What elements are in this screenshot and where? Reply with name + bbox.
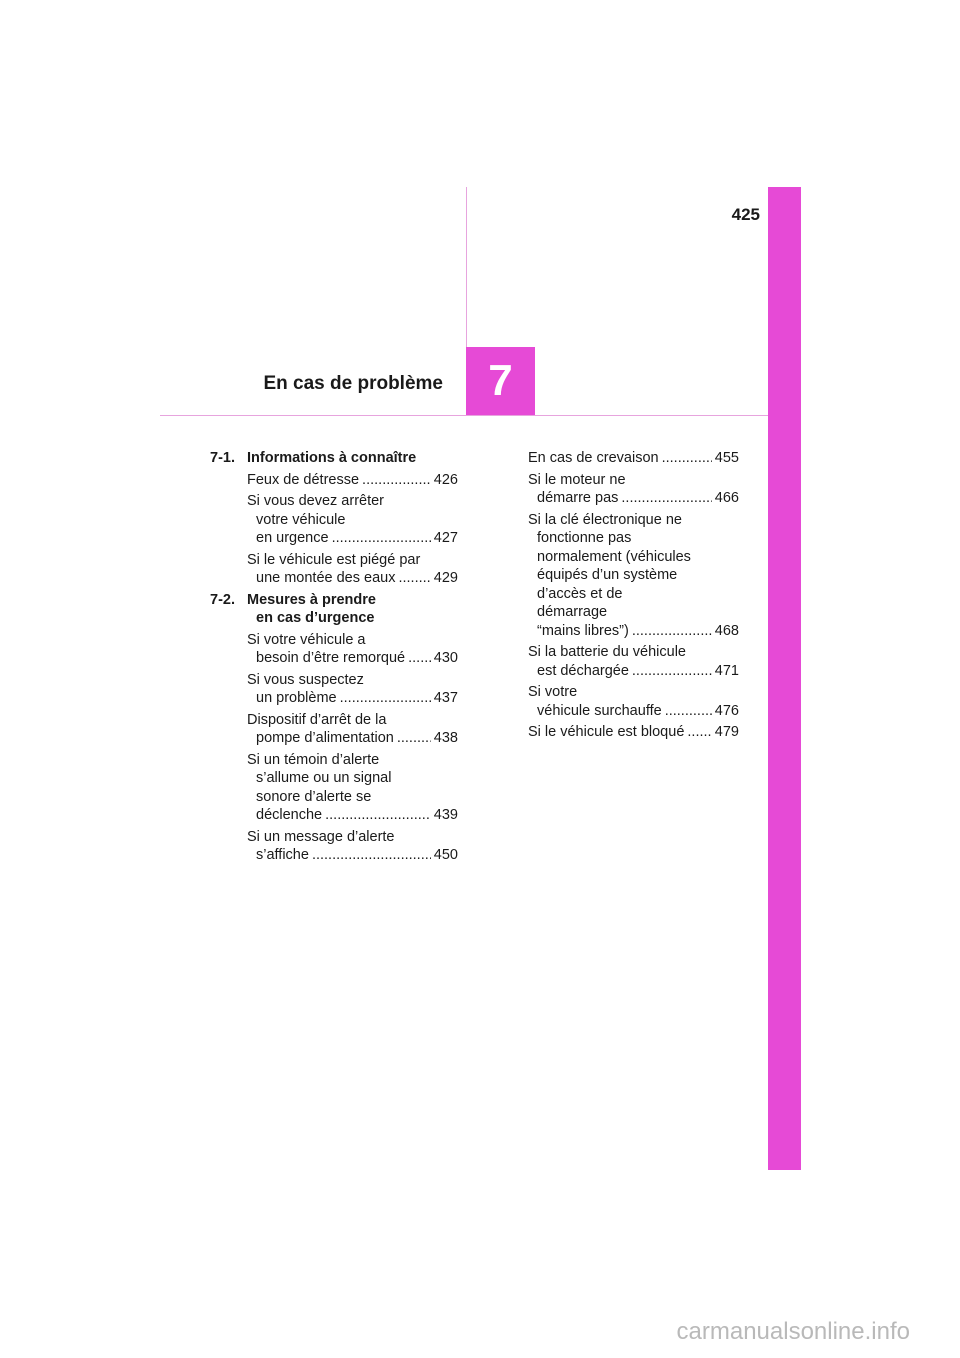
toc-entry-text: Si un témoin d’alerte (247, 751, 380, 768)
toc-page-number: 426 (433, 471, 458, 488)
toc-entry-text: en urgence (256, 530, 329, 546)
vertical-rule (466, 187, 467, 347)
toc-entry-list (210, 471, 458, 588)
dot-leader (621, 489, 711, 508)
toc-entry[interactable] (528, 449, 739, 468)
toc-entry-text: s’allume ou un signal (256, 770, 392, 786)
section-title-line: en cas d’urgence (256, 610, 375, 626)
chapter-number: 7 (488, 356, 513, 405)
toc-entry[interactable] (528, 471, 739, 508)
toc-entry-text: “mains libres”) (537, 622, 629, 639)
toc-entry[interactable] (528, 643, 739, 680)
toc-entry-text: besoin d’être remorqué (256, 650, 406, 666)
chapter-title: En cas de problème (263, 373, 443, 394)
section-title (247, 591, 376, 628)
section-title-line: Mesures à prendre (247, 591, 376, 608)
chapter-header-rule (160, 415, 768, 416)
section-title-line: Informations à connaître (247, 450, 417, 466)
toc-entry[interactable] (247, 711, 458, 748)
toc-entry-text: véhicule surchauffe (537, 702, 662, 719)
dot-leader (340, 689, 431, 708)
dot-leader (397, 729, 431, 748)
toc-entry-text: Si vous suspectez (247, 671, 364, 688)
toc-right-column (528, 449, 739, 745)
toc-entry[interactable] (247, 828, 458, 865)
toc-page-number: 437 (433, 690, 458, 706)
toc-entry-text: équipés d’un système (537, 567, 678, 583)
toc-page-number: 427 (433, 530, 458, 546)
toc-entry-text: pompe d’alimentation (256, 730, 394, 746)
chapter-side-tab (768, 187, 801, 1170)
section-number: 7-1. (210, 450, 235, 466)
toc-page-number: 466 (714, 490, 739, 506)
toc-section-heading[interactable] (210, 591, 458, 628)
dot-leader (687, 723, 711, 742)
toc-entry-text: fonctionne pas (537, 530, 632, 546)
toc-entry[interactable] (247, 671, 458, 708)
toc-entry-list (210, 631, 458, 865)
toc-entry-text: démarre pas (537, 490, 619, 506)
chapter-number-badge (466, 347, 535, 415)
toc-entry-text: Si la clé électronique ne (528, 511, 682, 528)
toc-entry[interactable] (247, 471, 458, 490)
toc-entry-text: Si votre véhicule a (247, 631, 366, 648)
page-number: 425 (731, 205, 760, 224)
toc-entry-text: Si vous devez arrêter (247, 493, 385, 509)
watermark: carmanualsonline.info (676, 1318, 910, 1345)
toc-entry-text: un problème (256, 690, 337, 706)
toc-entry[interactable] (247, 492, 458, 548)
toc-page-number: 479 (714, 724, 739, 740)
toc-page-number: 471 (714, 662, 739, 679)
toc-page-number: 429 (433, 570, 458, 586)
toc-entry[interactable] (528, 683, 739, 720)
toc-entry-text: Si la batterie du véhicule (528, 644, 686, 660)
toc-entry-text: Dispositif d’arrêt de la (247, 711, 387, 728)
section-number: 7-2. (210, 591, 235, 608)
toc-entry[interactable] (247, 751, 458, 825)
dot-leader (632, 622, 712, 641)
dot-leader (408, 649, 431, 668)
toc-entry-text: votre véhicule (256, 511, 346, 528)
toc-entry-text: normalement (véhicules (537, 548, 691, 565)
dot-leader (325, 806, 431, 825)
toc-page-number: 439 (433, 807, 458, 823)
toc-entry[interactable] (528, 723, 739, 742)
toc-entry[interactable] (528, 511, 739, 641)
dot-leader (312, 846, 431, 865)
toc-page-number: 468 (714, 622, 739, 639)
dot-leader (662, 449, 712, 468)
toc-entry-text: démarrage (537, 604, 608, 620)
toc-entry[interactable] (247, 551, 458, 588)
toc-entry-text: Si le moteur ne (528, 471, 626, 488)
toc-page-number: 438 (433, 730, 458, 746)
toc-section-heading[interactable] (210, 449, 458, 468)
toc-entry-text: Si le véhicule est piégé par (247, 551, 421, 568)
toc-entry-text: Si un message d’alerte (247, 828, 395, 845)
toc-entry-text: Si votre (528, 684, 578, 700)
toc-page-number: 430 (433, 650, 458, 666)
toc-entry-text: déclenche (256, 807, 323, 823)
dot-leader (362, 471, 431, 490)
toc-entry[interactable] (247, 631, 458, 668)
toc-page-number: 476 (714, 702, 739, 719)
toc-entry-text: Si le véhicule est bloqué (528, 724, 685, 740)
toc-page-number: 450 (433, 847, 458, 863)
section-title (247, 449, 416, 468)
toc-left-column (210, 449, 458, 868)
toc-entry-text: une montée des eaux (256, 570, 396, 586)
dot-leader (665, 702, 712, 721)
toc-entry-text: Feux de détresse (247, 471, 360, 488)
dot-leader (632, 662, 712, 681)
toc-page-number: 455 (714, 450, 739, 466)
toc-entry-text: est déchargée (537, 662, 629, 679)
toc-entry-text: En cas de crevaison (528, 450, 659, 466)
toc-entry-text: sonore d’alerte se (256, 788, 372, 805)
dot-leader (398, 569, 430, 588)
toc-entry-text: d’accès et de (537, 585, 623, 602)
dot-leader (332, 529, 431, 548)
toc-entry-text: s’affiche (256, 847, 309, 863)
